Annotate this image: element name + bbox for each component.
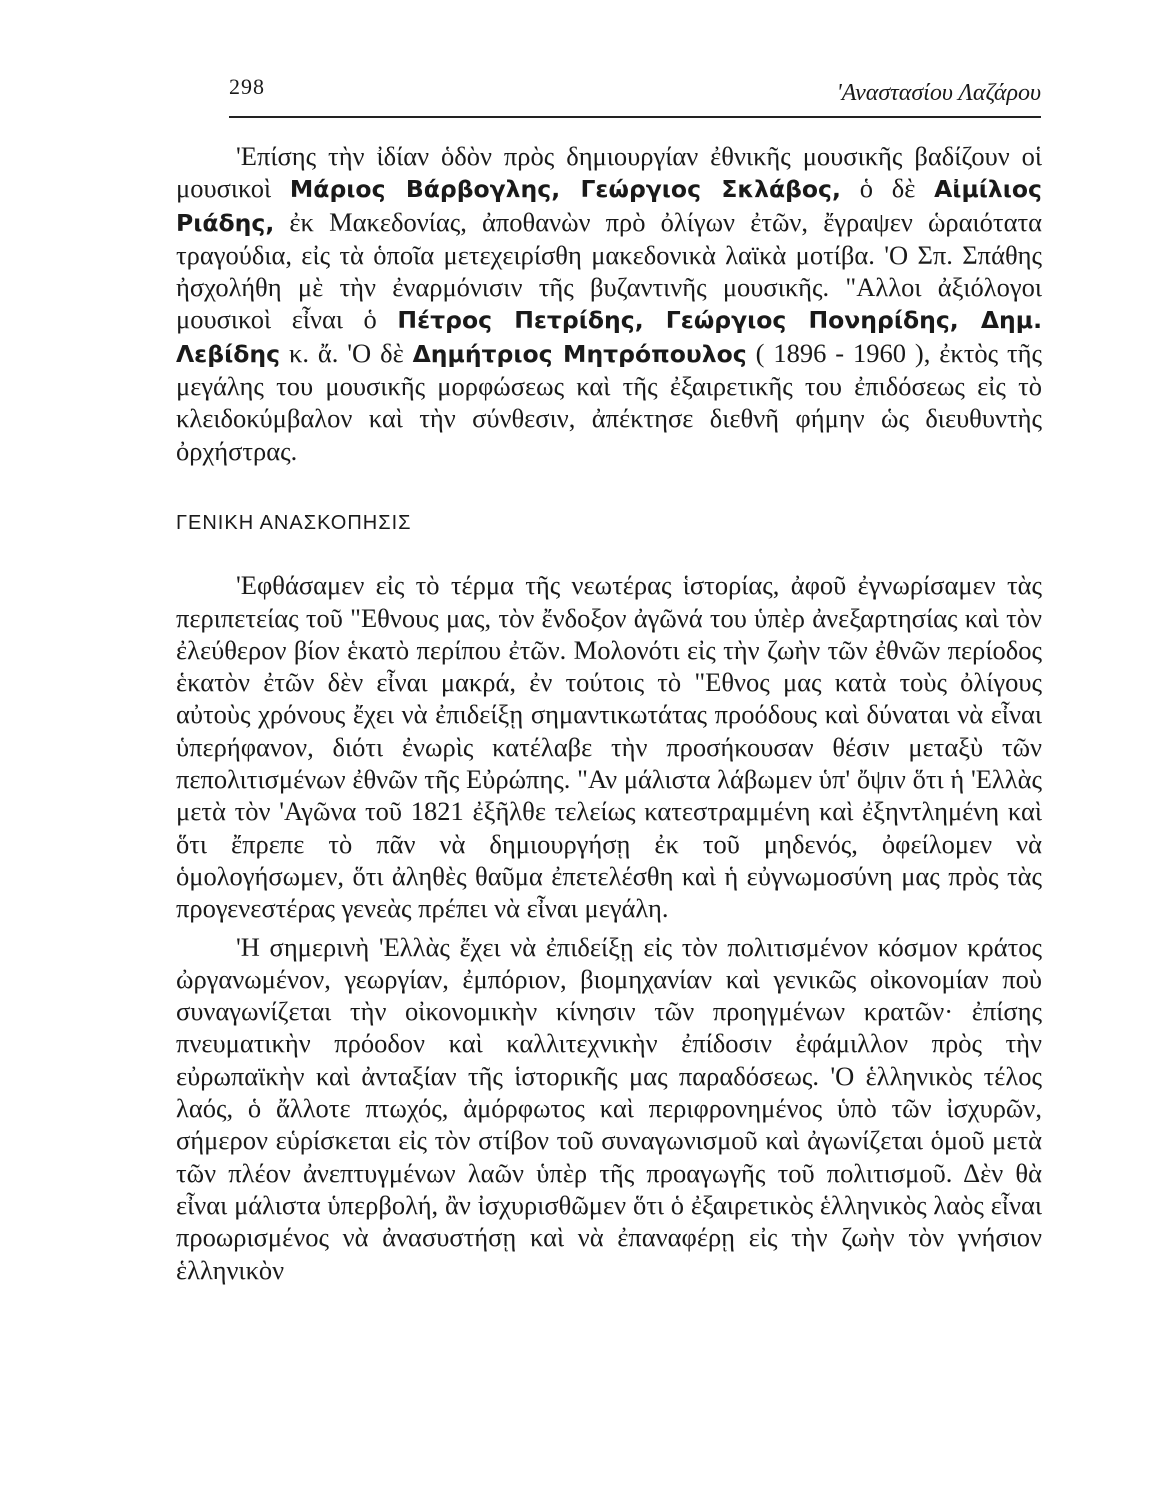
text-run: ὁ δὲ xyxy=(840,173,935,204)
bold-names: Πέτρος Πετρίδης, Γεώργιος Πονηρίδης, Δημ. Λεβίδης xyxy=(176,306,1042,368)
page-number: 298 xyxy=(229,74,265,99)
paragraph-musicians xyxy=(176,140,1042,467)
section-heading: ΓΕΝΙΚΗ ΑΝΑΣΚΟΠΗΣΙΣ xyxy=(176,511,412,534)
text-run: 'Επίσης τὴν ἰδίαν ὁδὸν πρὸς δημιουργίαν ἐθνικῆς μουσικῆς βαδίζουν οἱ μουσικοὶ xyxy=(176,141,1042,204)
page-header xyxy=(229,68,1041,118)
bold-names: Αἰμίλιος Ριάδης, xyxy=(176,175,1042,237)
body-text xyxy=(176,140,1042,1286)
text-run: κ. ἄ. 'Ο δὲ xyxy=(280,337,413,368)
running-title: 'Αναστασίου Λαζάρου xyxy=(836,80,1041,106)
text-run: ( 1896 - 1960 ), ἐκτὸς τῆς μεγάλης του μουσικῆς μορφώσεως καὶ τῆς ἐξαιρετικῆς του ἐπιδόσεως εἰς τὸ κλειδοκύμβαλον καὶ τὴν σύνθεσιν, ἀπέκτησε διεθνῆ φήμην ὡς διευθυντὴς ὀρχήστρας. xyxy=(176,337,1043,466)
text-run: ἐκ Μακεδονίας, ἀποθανὼν πρὸ ὀλίγων ἐτῶν, ἔγραψεν ὡραιότατα τραγούδια, εἰς τὰ ὁποῖα μετεχειρίσθη μακεδονικὰ λαϊκὰ μοτίβα. 'Ο Σπ. Σπάθης ἠσχολήθη μὲ τὴν ἐναρμόνισιν τῆς βυζαντινῆς μουσικῆς. "Αλλοι ἀξιόλογοι μουσικοὶ εἶναι ὁ xyxy=(176,206,1042,335)
paragraph-modern-greece: 'Η σημερινὴ 'Ελλὰς ἔχει νὰ ἐπιδείξῃ εἰς τὸν πολιτισμένον κόσμον κράτος ὠργανωμένον, γεωργίαν, ἐμπόριον, βιομηχανίαν καὶ γενικῶς οἰκονομίαν ποὺ συναγωνίζεται τὴν οἰκονομικὴν κίνησιν τῶν προηγμένων κρατῶν· ἐπίσης πνευματικὴν πρόοδον καὶ καλλιτεχνικὴν ἐπίδοσιν ἐφάμιλλον πρὸς τὴν εὐρωπαϊκὴν καὶ ἀνταξίαν τῆς ἱστορικῆς μας παραδόσεως. 'Ο ἑλληνικὸς τέλος λαός, ὁ ἄλλοτε πτωχός, ἀμόρφωτος καὶ περιφρονημένος ὑπὸ τῶν ἰσχυρῶν, σήμερον εὑρίσκεται εἰς τὸν στίβον τοῦ συναγωνισμοῦ καὶ ἀγωνίζεται ὁμοῦ μετὰ τῶν πλέον ἀνεπτυγμένων λαῶν ὑπὲρ τῆς προαγωγῆς τοῦ πολιτισμοῦ. Δὲν θὰ εἶναι μάλιστα ὑπερβολή, ἂν ἰσχυρισθῶμεν ὅτι ὁ ἐξαιρετικὸς ἑλληνικὸς λαὸς εἶναι προωρισμένος νὰ ἀνασυστήσῃ καὶ νὰ ἐπαναφέρῃ εἰς τὴν ζωὴν τὸν γνήσιον ἑλληνικὸν xyxy=(176,931,1042,1285)
bold-names: Μάριος Βάρβογλης, Γεώργιος Σκλάβος, xyxy=(289,175,841,204)
bold-names: Δημήτριος Μητρόπουλος xyxy=(412,339,747,368)
paragraph-overview: 'Εφθάσαμεν εἰς τὸ τέρμα τῆς νεωτέρας ἱστορίας, ἀφοῦ ἐγνωρίσαμεν τὰς περιπετείας τοῦ "Εθνους μας, τὸν ἔνδοξον ἀγῶνά του ὑπὲρ ἀνεξαρτησίας καὶ τὸν ἐλεύθερον βίον ἑκατὸ περίπου ἐτῶν. Μολονότι εἰς τὴν ζωὴν τῶν ἐθνῶν περίοδος ἑκατὸν ἐτῶν δὲν εἶναι μακρά, ἐν τούτοις τὸ "Εθνος μας κατὰ τοὺς ὀλίγους αὐτοὺς χρόνους ἔχει νὰ ἐπιδείξῃ σημαντικωτάτας προόδους καὶ δύναται νὰ εἶναι ὑπερήφανον, διότι ἐνωρὶς κατέλαβε τὴν προσήκουσαν θέσιν μεταξὺ τῶν πεπολιτισμένων ἐθνῶν τῆς Εὐρώπης. "Αν μάλιστα λάβωμεν ὑπ' ὄψιν ὅτι ἡ 'Ελλὰς μετὰ τὸν 'Αγῶνα τοῦ 1821 ἐξῆλθε τελείως κατεστραμμένη καὶ ἐξηντλημένη καὶ ὅτι ἔπρεπε τὸ πᾶν νὰ δημιουργήσῃ ἐκ τοῦ μηδενός, ὀφείλομεν νὰ ὁμολογήσωμεν, ὅτι ἀληθὲς θαῦμα ἐπετελέσθη καὶ ἡ εὐγνωμοσύνη μας πρὸς τὰς προγενεστέρας γενεὰς πρέπει νὰ εἶναι μεγάλη. xyxy=(176,570,1042,924)
